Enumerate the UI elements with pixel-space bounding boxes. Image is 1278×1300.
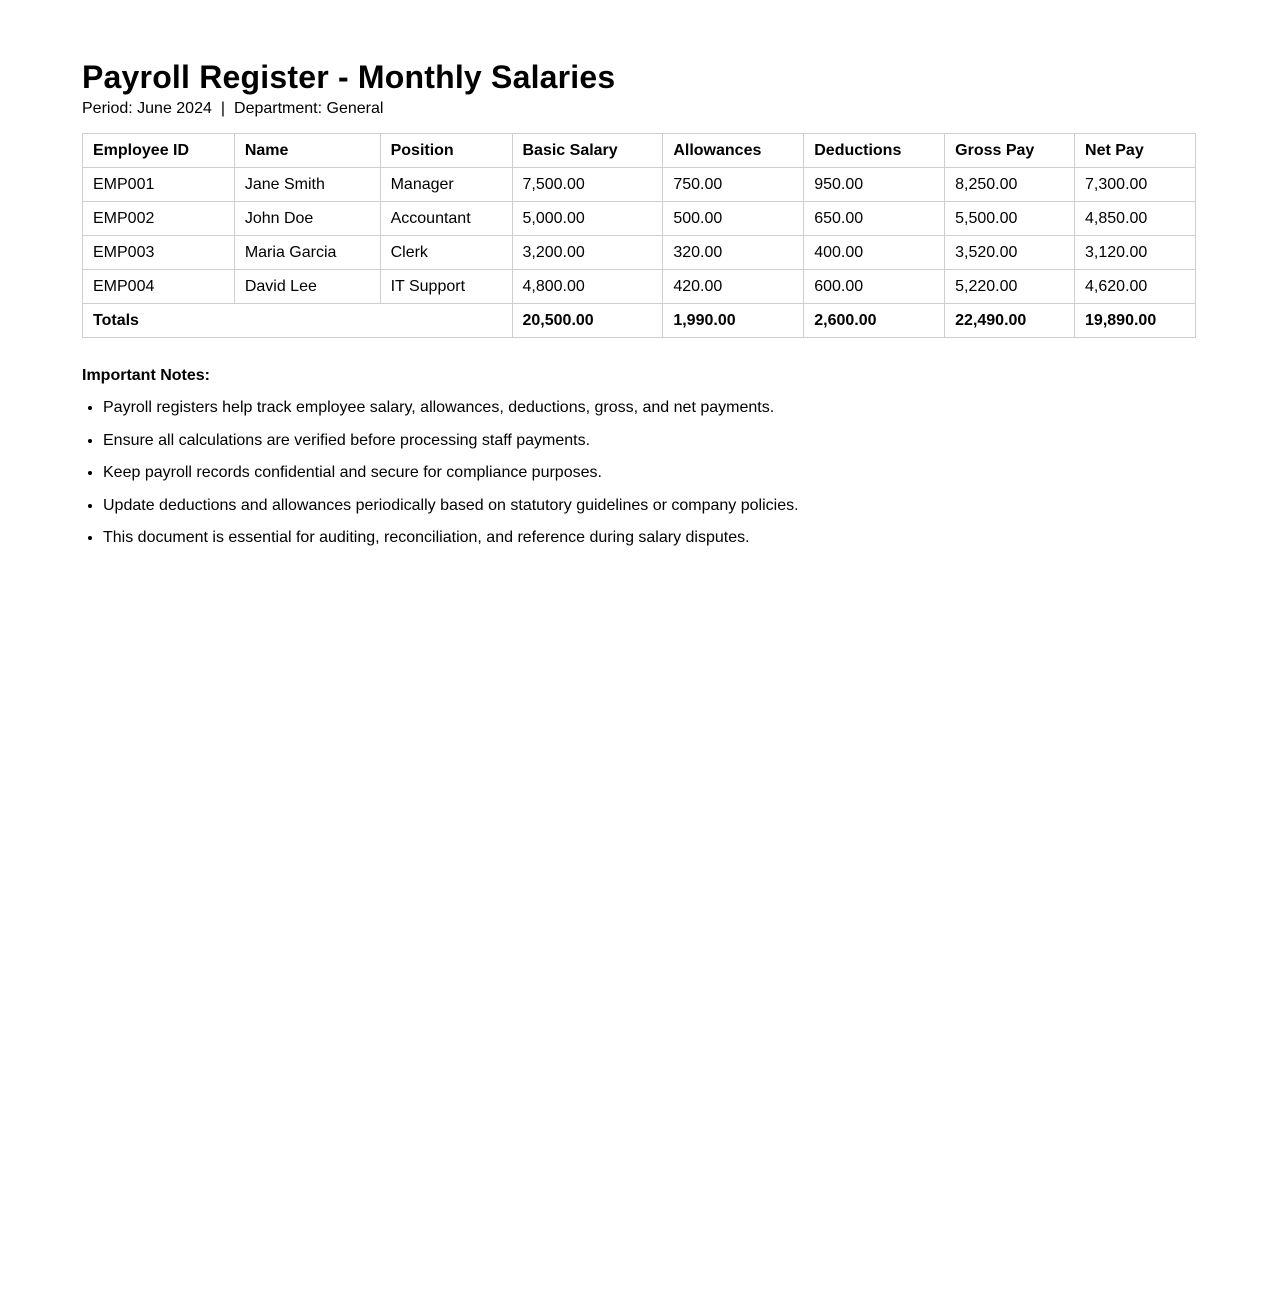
department-label: Department: General xyxy=(234,100,384,117)
cell-net-pay: 7,300.00 xyxy=(1075,168,1196,202)
header-position: Position xyxy=(380,134,512,168)
cell-employee-id: EMP001 xyxy=(83,168,235,202)
cell-name: David Lee xyxy=(234,270,380,304)
cell-deductions: 650.00 xyxy=(804,202,945,236)
cell-gross-pay: 3,520.00 xyxy=(945,236,1075,270)
cell-allowances: 500.00 xyxy=(663,202,804,236)
cell-allowances: 420.00 xyxy=(663,270,804,304)
payroll-table xyxy=(82,133,1196,338)
cell-position: Manager xyxy=(380,168,512,202)
header-gross-pay: Gross Pay xyxy=(945,134,1075,168)
cell-net-pay: 4,850.00 xyxy=(1075,202,1196,236)
table-row xyxy=(83,202,1196,236)
cell-gross-pay: 8,250.00 xyxy=(945,168,1075,202)
cell-deductions: 400.00 xyxy=(804,236,945,270)
cell-basic-salary: 7,500.00 xyxy=(512,168,663,202)
totals-label: Totals xyxy=(83,304,513,338)
notes-heading: Important Notes: xyxy=(82,367,210,384)
header-employee-id: Employee ID xyxy=(83,134,235,168)
cell-position: IT Support xyxy=(380,270,512,304)
total-deductions: 2,600.00 xyxy=(804,304,945,338)
totals-row xyxy=(83,304,1196,338)
meta-separator: | xyxy=(220,100,226,117)
cell-name: Jane Smith xyxy=(234,168,380,202)
payroll-document xyxy=(0,0,1278,548)
total-allowances: 1,990.00 xyxy=(663,304,804,338)
cell-name: Maria Garcia xyxy=(234,236,380,270)
header-allowances: Allowances xyxy=(663,134,804,168)
list-item: • Payroll registers help track employee salary, allowances, deductions, gross, and net payments. xyxy=(103,398,1196,418)
cell-deductions: 600.00 xyxy=(804,270,945,304)
total-gross-pay: 22,490.00 xyxy=(945,304,1075,338)
cell-basic-salary: 5,000.00 xyxy=(512,202,663,236)
table-row xyxy=(83,236,1196,270)
page-title: Payroll Register - Monthly Salaries xyxy=(82,59,616,95)
cell-employee-id: EMP003 xyxy=(83,236,235,270)
cell-basic-salary: 4,800.00 xyxy=(512,270,663,304)
header-name: Name xyxy=(234,134,380,168)
cell-basic-salary: 3,200.00 xyxy=(512,236,663,270)
cell-gross-pay: 5,220.00 xyxy=(945,270,1075,304)
cell-gross-pay: 5,500.00 xyxy=(945,202,1075,236)
notes-list xyxy=(82,398,1196,548)
header-deductions: Deductions xyxy=(804,134,945,168)
cell-employee-id: EMP004 xyxy=(83,270,235,304)
cell-net-pay: 3,120.00 xyxy=(1075,236,1196,270)
cell-position: Accountant xyxy=(380,202,512,236)
cell-net-pay: 4,620.00 xyxy=(1075,270,1196,304)
period-label: Period: June 2024 xyxy=(82,100,212,117)
table-header-row xyxy=(83,134,1196,168)
total-net-pay: 19,890.00 xyxy=(1075,304,1196,338)
cell-position: Clerk xyxy=(380,236,512,270)
cell-allowances: 320.00 xyxy=(663,236,804,270)
total-basic-salary: 20,500.00 xyxy=(512,304,663,338)
list-item: • Update deductions and allowances periodically based on statutory guidelines or company policies. xyxy=(103,496,1196,516)
header-net-pay: Net Pay xyxy=(1075,134,1196,168)
cell-employee-id: EMP002 xyxy=(83,202,235,236)
cell-deductions: 950.00 xyxy=(804,168,945,202)
table-row xyxy=(83,270,1196,304)
header-basic-salary: Basic Salary xyxy=(512,134,663,168)
table-row xyxy=(83,168,1196,202)
cell-allowances: 750.00 xyxy=(663,168,804,202)
list-item: • This document is essential for auditing, reconciliation, and reference during salary disputes. xyxy=(103,528,1196,548)
list-item: • Ensure all calculations are verified before processing staff payments. xyxy=(103,431,1196,451)
cell-name: John Doe xyxy=(234,202,380,236)
document-meta xyxy=(82,99,1196,119)
list-item: • Keep payroll records confidential and secure for compliance purposes. xyxy=(103,463,1196,483)
